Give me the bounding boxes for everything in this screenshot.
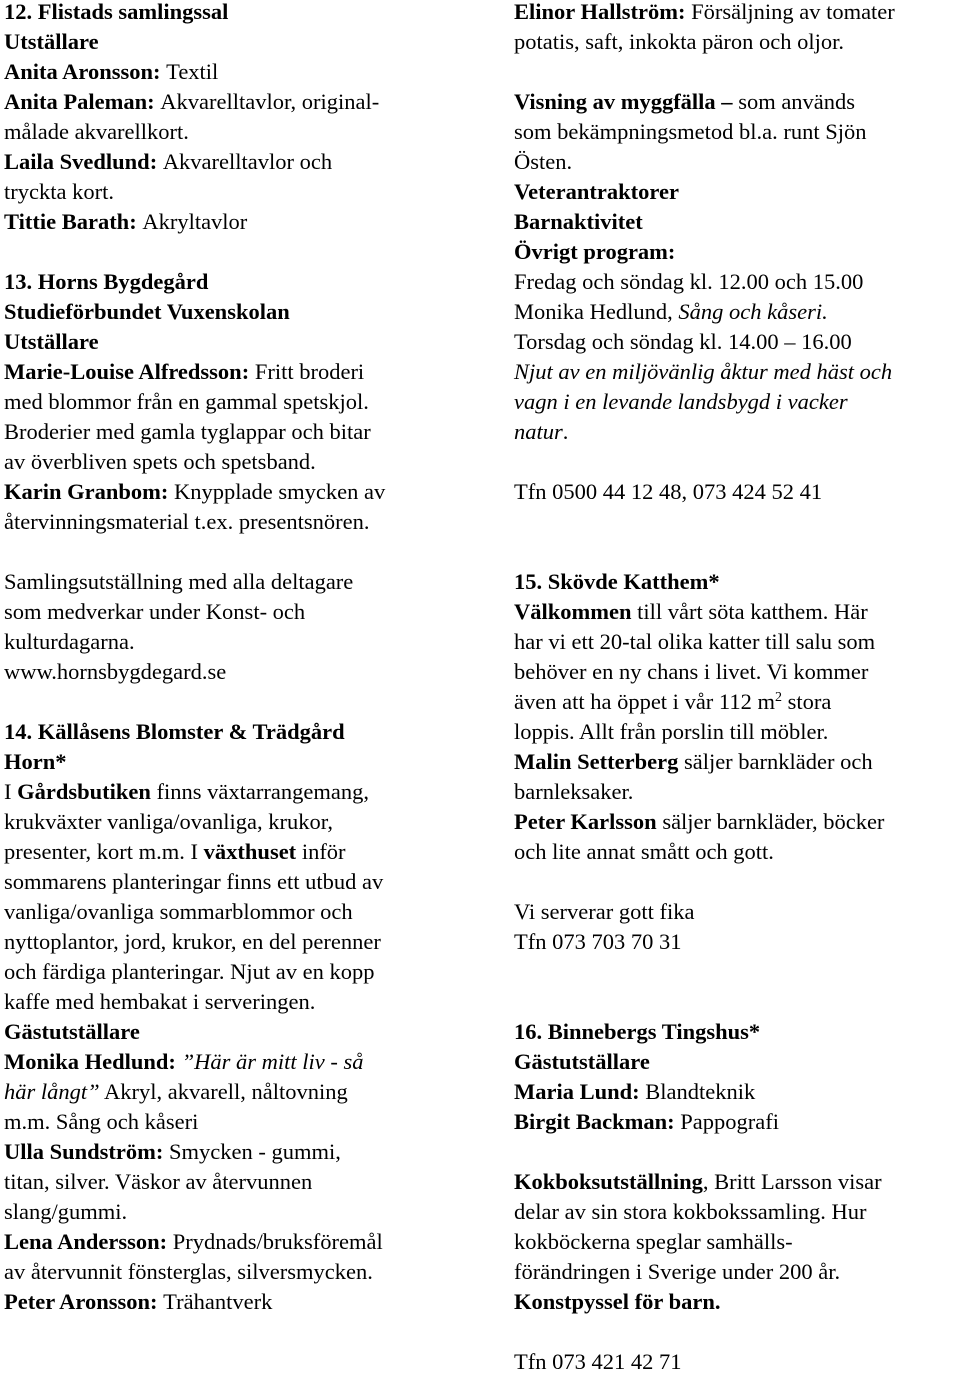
text-line [514, 0, 958, 27]
text-segment: återvinningsmaterial t.ex. presentsnören. [4, 509, 370, 534]
text-segment: Monika Hedlund, [514, 299, 679, 324]
text-line [4, 927, 454, 957]
text-line [514, 87, 958, 117]
text-segment: Anita Aronsson: [4, 59, 167, 84]
text-segment: inför [296, 839, 346, 864]
text-segment: Horn* [4, 749, 67, 774]
text-line [514, 897, 958, 927]
text-segment: I [4, 779, 18, 804]
text-segment: Gästutställare [514, 1049, 650, 1074]
text-segment: förändringen i Sverige under 200 år. [514, 1259, 841, 1284]
text-line [4, 1017, 454, 1047]
text-line [514, 477, 958, 507]
text-segment: Gårdsbutiken [17, 779, 151, 804]
text-line [4, 597, 454, 627]
text-segment: Pappografi [680, 1109, 779, 1134]
text-segment: Akryltavlor [142, 209, 248, 234]
text-segment: 12. Flistads samlingssal [4, 0, 229, 24]
text-line [514, 567, 958, 597]
text-line [4, 327, 454, 357]
text-segment: sommarens planteringar finns ett utbud av [4, 869, 384, 894]
text-segment: Fritt broderi [254, 359, 365, 384]
text-line [4, 657, 454, 687]
text-line [514, 297, 958, 327]
text-segment: Birgit Backman: [514, 1109, 681, 1134]
text-segment: Malin Setterberg [514, 749, 679, 774]
text-line [514, 327, 958, 357]
text-segment: krukväxter vanliga/ovanliga, krukor, [4, 809, 333, 834]
text-line [514, 267, 958, 297]
text-segment: Textil [166, 59, 219, 84]
text-segment: Karin Granbom: [4, 479, 175, 504]
text-segment: natur [514, 419, 563, 444]
text-line [4, 807, 454, 837]
text-segment: . [562, 419, 569, 444]
text-line [4, 1137, 454, 1167]
text-segment: Barnaktivitet [514, 209, 643, 234]
text-line [514, 1077, 958, 1107]
text-line [4, 87, 454, 117]
text-segment: Prydnads/bruksföremål [172, 1229, 383, 1254]
text-line [514, 597, 958, 627]
text-segment: kokböckerna speglar samhälls- [514, 1229, 793, 1254]
text-segment: Utställare [4, 29, 99, 54]
text-segment: behöver en ny chans i livet. Vi kommer [514, 659, 869, 684]
text-segment: titan, silver. Väskor av återvunnen [4, 1169, 313, 1194]
text-line [514, 1257, 958, 1287]
text-line [514, 1197, 958, 1227]
text-segment: av överbliven spets och spetsband. [4, 449, 316, 474]
text-segment: med blommor från en gammal spetskjol. [4, 389, 369, 414]
text-segment: presenter, kort m.m. I [4, 839, 204, 864]
text-line [4, 1287, 454, 1317]
text-segment: växthuset [203, 839, 297, 864]
text-line [514, 27, 958, 57]
text-segment: även att ha öppet i vår 112 m [514, 689, 775, 714]
text-line [4, 447, 454, 477]
text-segment: Veterantraktorer [514, 179, 679, 204]
blank-line [4, 687, 454, 717]
text-line [514, 687, 958, 717]
text-line [514, 387, 958, 417]
text-line [4, 867, 454, 897]
text-segment: Peter Karlsson [514, 809, 657, 834]
text-line [514, 147, 958, 177]
text-line [514, 417, 958, 447]
text-segment: Smycken - gummi, [169, 1139, 341, 1164]
text-segment: kulturdagarna. [4, 629, 135, 654]
text-line [4, 1047, 454, 1077]
blank-line [514, 987, 958, 1017]
text-line [4, 297, 454, 327]
text-line [4, 567, 454, 597]
text-segment: Östen. [514, 149, 573, 174]
text-segment: Maria Lund: [514, 1079, 646, 1104]
text-segment: Konstpyssel för barn. [514, 1289, 721, 1314]
text-segment: 16. Binnebergs Tingshus* [514, 1019, 761, 1044]
text-segment: Marie-Louise Alfredsson: [4, 359, 255, 384]
blank-line [4, 537, 454, 567]
text-segment: har vi ett 20-tal olika katter till salu som [514, 629, 876, 654]
text-line [4, 717, 454, 747]
text-line [514, 237, 958, 267]
text-segment: finns växtarrangemang, [150, 779, 369, 804]
blank-line [4, 237, 454, 267]
blank-line [514, 57, 958, 87]
text-segment: Anita Paleman: [4, 89, 161, 114]
text-segment: Laila Svedlund: [4, 149, 163, 174]
text-segment: Tittie Barath: [4, 209, 143, 234]
text-segment: Visning av myggfälla – [514, 89, 739, 114]
text-line [4, 267, 454, 297]
blank-line [514, 1317, 958, 1347]
blank-line [514, 447, 958, 477]
text-segment: 14. Källåsens Blomster & Trädgård [4, 719, 345, 744]
text-line [4, 987, 454, 1017]
text-segment: som medverkar under Konst- och [4, 599, 306, 624]
text-segment: vagn i en levande landsbygd i vacker [514, 389, 848, 414]
text-segment: Gästutställare [4, 1019, 140, 1044]
text-line [4, 1257, 454, 1287]
blank-line [514, 1137, 958, 1167]
text-segment: som bekämpningsmetod bl.a. runt Sjön [514, 119, 867, 144]
text-segment: Övrigt program: [514, 239, 676, 264]
text-segment: Akryl, akvarell, nåltovning [99, 1079, 348, 1104]
right-column [514, 0, 958, 1377]
text-segment: av återvunnit fönsterglas, silversmycken. [4, 1259, 373, 1284]
text-segment: Försäljning av tomater [691, 0, 895, 24]
text-line [4, 207, 454, 237]
text-line [514, 1017, 958, 1047]
blank-line [514, 537, 958, 567]
text-line [4, 1227, 454, 1257]
text-segment: nyttoplantor, jord, krukor, en del perenner [4, 929, 381, 954]
text-line [514, 1167, 958, 1197]
text-segment: Akvarelltavlor, original- [160, 89, 380, 114]
text-line [4, 777, 454, 807]
text-segment: Kokboksutställning [514, 1169, 703, 1194]
text-line [514, 747, 958, 777]
text-line [514, 1287, 958, 1317]
text-line [514, 807, 958, 837]
text-line [514, 1047, 958, 1077]
text-segment: 13. Horns Bygdegård [4, 269, 209, 294]
text-segment: Broderier med gamla tyglappar och bitar [4, 419, 371, 444]
text-segment: stora [781, 689, 832, 714]
text-line [4, 117, 454, 147]
text-line [4, 27, 454, 57]
text-segment: till vårt söta katthem. Här [631, 599, 868, 624]
text-segment: målade akvarellkort. [4, 119, 189, 144]
text-segment: kaffe med hembakat i serveringen. [4, 989, 316, 1014]
text-segment: Blandteknik [645, 1079, 756, 1104]
text-line [4, 1107, 454, 1137]
text-segment: Vi serverar gott fika [514, 899, 695, 924]
text-segment: 15. Skövde Katthem* [514, 569, 720, 594]
text-segment: potatis, saft, inkokta päron och oljor. [514, 29, 844, 54]
text-segment: Utställare [4, 329, 99, 354]
text-segment: m.m. Sång och kåseri [4, 1109, 199, 1134]
text-line [4, 897, 454, 927]
text-segment: barnleksaker. [514, 779, 634, 804]
text-segment: Tfn 0500 44 12 48, 073 424 52 41 [514, 479, 823, 504]
text-segment: Elinor Hallström: [514, 0, 692, 24]
text-segment: Välkommen [514, 599, 632, 624]
text-segment: Tfn 073 421 42 71 [514, 1349, 682, 1374]
text-line [4, 837, 454, 867]
text-segment: , Britt Larsson visar [702, 1169, 882, 1194]
text-line [4, 57, 454, 87]
text-line [4, 507, 454, 537]
blank-line [514, 957, 958, 987]
left-column [4, 0, 454, 1317]
text-segment: Torsdag och söndag kl. 14.00 – 16.00 [514, 329, 852, 354]
text-segment: Akvarelltavlor och [162, 149, 333, 174]
text-line [4, 627, 454, 657]
text-line [4, 957, 454, 987]
text-segment: delar av sin stora kokbokssamling. Hur [514, 1199, 867, 1224]
text-segment: Trähantverk [163, 1289, 273, 1314]
blank-line [514, 867, 958, 897]
text-line [514, 627, 958, 657]
text-line [514, 357, 958, 387]
text-line [514, 177, 958, 207]
blank-line [514, 507, 958, 537]
text-segment: Tfn 073 703 70 31 [514, 929, 682, 954]
text-line [4, 177, 454, 207]
text-segment: och lite annat smått och gott. [514, 839, 774, 864]
text-line [514, 1227, 958, 1257]
text-line [4, 1077, 454, 1107]
text-segment: Monika Hedlund: [4, 1049, 182, 1074]
text-segment: säljer barnkläder och [678, 749, 873, 774]
text-segment: www.hornsbygdegard.se [4, 659, 227, 684]
text-segment: Knypplade smycken av [174, 479, 386, 504]
text-segment: ”Här är mitt liv - så [181, 1049, 364, 1074]
text-line [4, 417, 454, 447]
text-line [4, 0, 454, 27]
text-line [4, 357, 454, 387]
text-segment: Peter Aronsson: [4, 1289, 164, 1314]
text-line [514, 1347, 958, 1377]
text-line [514, 927, 958, 957]
text-segment: Sång och kåseri. [678, 299, 828, 324]
text-segment: Njut av en miljövänlig åktur med häst och [514, 359, 893, 384]
text-segment: slang/gummi. [4, 1199, 128, 1224]
text-segment: Ulla Sundström: [4, 1139, 170, 1164]
text-segment: som används [738, 89, 856, 114]
text-line [4, 1167, 454, 1197]
text-segment: Lena Andersson: [4, 1229, 173, 1254]
text-line [514, 1107, 958, 1137]
text-line [514, 117, 958, 147]
text-segment: Samlingsutställning med alla deltagare [4, 569, 354, 594]
text-segment: Studieförbundet Vuxenskolan [4, 299, 290, 324]
text-segment: loppis. Allt från porslin till möbler. [514, 719, 829, 744]
text-line [4, 147, 454, 177]
text-line [514, 207, 958, 237]
text-line [4, 387, 454, 417]
text-line [514, 837, 958, 867]
text-line [4, 477, 454, 507]
text-segment: och färdiga planteringar. Njut av en kopp [4, 959, 375, 984]
text-line [514, 777, 958, 807]
text-segment: säljer barnkläder, böcker [656, 809, 885, 834]
text-line [514, 657, 958, 687]
text-segment: här långt” [4, 1079, 100, 1104]
text-segment: 2 [774, 690, 782, 705]
text-line [4, 1197, 454, 1227]
text-line [514, 717, 958, 747]
text-segment: tryckta kort. [4, 179, 114, 204]
text-line [4, 747, 454, 777]
text-segment: Fredag och söndag kl. 12.00 och 15.00 [514, 269, 864, 294]
text-segment: vanliga/ovanliga sommarblommor och [4, 899, 353, 924]
